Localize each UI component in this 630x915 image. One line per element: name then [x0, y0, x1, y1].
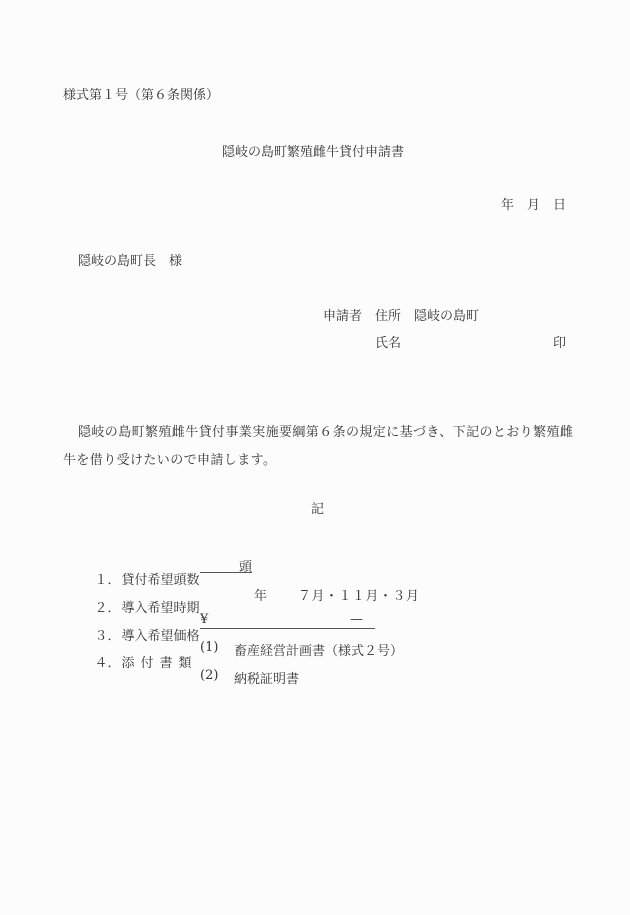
attachment-number: (1): [200, 640, 219, 655]
item-number: ３．: [94, 629, 121, 644]
item-label: 導入希望時期: [121, 601, 200, 616]
form-number: 様式第１号（第６条関係）: [63, 88, 220, 103]
item-label: 貸付希望頭数: [121, 573, 200, 588]
applicant-address-line: 申請者 住所 隠岐の島町: [323, 309, 480, 324]
price-dash: —: [350, 612, 363, 627]
body-paragraph: 隠岐の島町繁殖雌牛貸付事業実施要綱第６条の規定に基づき、下記のとおり繁殖雌牛を借り受けたいので申請します。: [63, 425, 574, 468]
timing-year-label: 年: [254, 589, 268, 604]
document-title: 隠岐の島町繁殖雌牛貸付申請書: [222, 145, 405, 160]
item-number: １．: [94, 573, 121, 588]
addressee: 隠岐の島町長 様: [78, 254, 183, 269]
timing-month-options: ７月・１１月・３月: [298, 589, 420, 604]
date-line: 年 月 日: [501, 198, 567, 213]
item-number: ４．: [94, 656, 121, 671]
attachment-text: 畜産経営計画書（様式２号）: [234, 644, 404, 659]
item-label: 添付書類: [121, 656, 198, 671]
ki-heading: 記: [311, 502, 325, 517]
item-number: ２．: [94, 601, 121, 616]
yen-symbol: ¥: [200, 612, 209, 627]
item-attachments: [78, 640, 217, 688]
requested-price-field[interactable]: [200, 612, 375, 629]
attachment-number: (2): [200, 668, 219, 683]
item-label: 導入希望価格: [121, 629, 200, 644]
requested-heads-field[interactable]: [200, 556, 252, 573]
seal-mark: 印: [553, 336, 567, 351]
applicant-name-label: 氏名: [375, 336, 402, 351]
attachment-text: 納税証明書: [234, 672, 300, 687]
heads-unit: 頭: [238, 560, 252, 575]
